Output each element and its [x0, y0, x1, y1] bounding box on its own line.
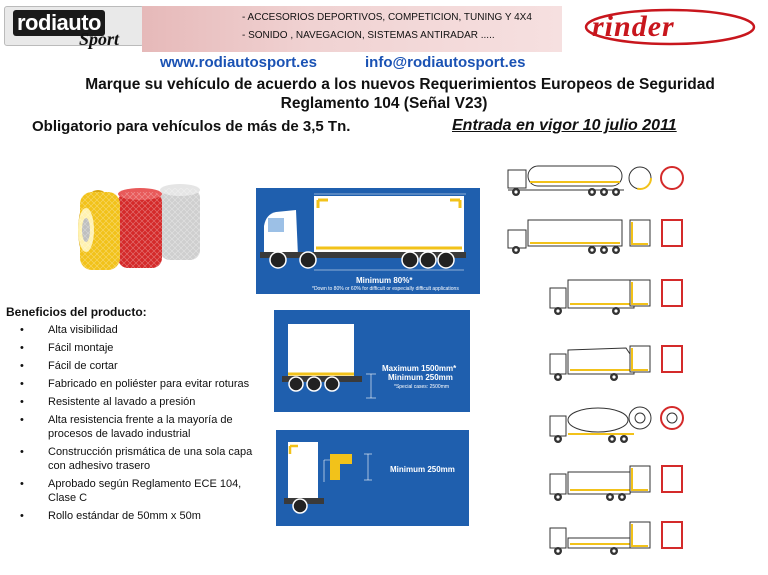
tanker-truck-icon	[508, 166, 624, 196]
list-item	[20, 341, 260, 355]
list-item	[20, 509, 260, 523]
flatbed-rear-icon	[662, 522, 682, 548]
rigid-rear-icon	[662, 280, 682, 306]
benefit-text: Fácil montaje	[48, 342, 114, 354]
list-item	[20, 413, 260, 441]
bullet-icon: •	[20, 342, 24, 354]
refuse-truck-icon	[550, 348, 634, 381]
bullet-icon: •	[20, 324, 24, 336]
website-link[interactable]: www.rodiautosport.es	[160, 54, 317, 71]
height-minimum-label: Minimum 250mm	[388, 373, 453, 382]
height-note: *Special cases: 2500mm	[394, 384, 450, 390]
rigid-truck-icon	[550, 280, 634, 315]
benefit-text: Construcción prismática de una sola capa con adhesivo trasero	[48, 446, 253, 472]
page-title: Marque su vehículo de acuerdo a los nuevos Requerimientos Europeos de Seguridad	[85, 76, 715, 93]
logo-sub-text: Sport	[79, 29, 120, 49]
bullet-icon: •	[20, 478, 24, 490]
flatbed-front-icon	[630, 522, 650, 548]
side-marking-diagram	[256, 188, 480, 294]
height-marking-diagram	[274, 310, 470, 412]
rigid-front-icon	[630, 280, 650, 306]
side-minimum-label: Minimum 80%*	[356, 276, 413, 285]
benefit-text: Rollo estándar de 50mm x 50m	[48, 510, 201, 522]
semi-front-icon	[630, 220, 650, 246]
truck-rear-view-icon	[276, 430, 469, 526]
header-banner	[0, 0, 768, 54]
email-link[interactable]: info@rodiautosport.es	[365, 54, 526, 71]
tanker-rear-icon	[661, 167, 683, 189]
list-item	[20, 445, 260, 473]
concrete-mixer-icon	[550, 408, 634, 443]
benefit-text: Alta resistencia frente a la mayoría de procesos de lavado industrial	[48, 414, 233, 440]
mixer-rear-icon	[661, 407, 683, 429]
vehicle-examples-grid	[500, 160, 768, 560]
benefit-text: Fácil de cortar	[48, 360, 118, 372]
bullet-icon: •	[20, 510, 24, 522]
benefits-heading: Beneficios del producto:	[6, 305, 147, 319]
side-minimum-note: *Down to 80% or 60% for difficult or especially difficult applications	[312, 286, 459, 292]
flatbed-truck-icon	[550, 528, 634, 555]
semi-trailer-icon	[508, 220, 622, 254]
banner-line-sound: - SONIDO , NAVEGACION, SISTEMAS ANTIRADAR .....	[242, 30, 495, 41]
tipper-rear-icon	[662, 466, 682, 492]
rear-minimum-label: Minimum 250mm	[390, 465, 455, 474]
benefit-text: Alta visibilidad	[48, 324, 118, 336]
effective-date: Entrada en vigor 10 julio 2011	[452, 117, 677, 134]
tanker-front-icon	[629, 167, 651, 189]
list-item	[20, 377, 260, 391]
bullet-icon: •	[20, 446, 24, 458]
benefit-text: Resistente al lavado a presión	[48, 396, 196, 408]
rinder-logo[interactable]	[578, 6, 758, 48]
rear-marking-diagram	[276, 430, 469, 526]
mixer-front-icon	[629, 407, 651, 429]
logo-main-text: rodiauto	[13, 10, 105, 36]
list-item	[20, 477, 260, 505]
trailer-height-icon	[274, 310, 470, 412]
reflective-tape-rolls-image	[76, 182, 208, 274]
benefit-text: Aprobado según Reglamento ECE 104, Clase C	[48, 478, 242, 504]
bullet-icon: •	[20, 378, 24, 390]
list-item	[20, 395, 260, 409]
rodiauto-logo[interactable]	[4, 6, 144, 49]
benefit-text: Fabricado en poliéster para evitar roturas	[48, 378, 250, 390]
obligatory-notice: Obligatorio para vehículos de más de 3,5 Tn.	[32, 118, 351, 135]
refuse-front-icon	[630, 346, 650, 372]
semi-rear-icon	[662, 220, 682, 246]
rinder-brand-text: rinder	[592, 10, 675, 43]
benefits-list	[20, 323, 260, 527]
list-item	[20, 323, 260, 337]
page-subtitle: Reglamento 104 (Señal V23)	[280, 95, 488, 112]
refuse-rear-icon	[662, 346, 682, 372]
tipper-front-icon	[630, 466, 650, 492]
bullet-icon: •	[20, 360, 24, 372]
bullet-icon: •	[20, 396, 24, 408]
banner-line-accessories: - ACCESORIOS DEPORTIVOS, COMPETICION, TUNING Y 4X4	[242, 12, 532, 23]
bullet-icon: •	[20, 414, 24, 426]
list-item	[20, 359, 260, 373]
height-maximum-label: Maximum 1500mm*	[382, 364, 457, 373]
tipper-truck-icon	[550, 472, 634, 501]
